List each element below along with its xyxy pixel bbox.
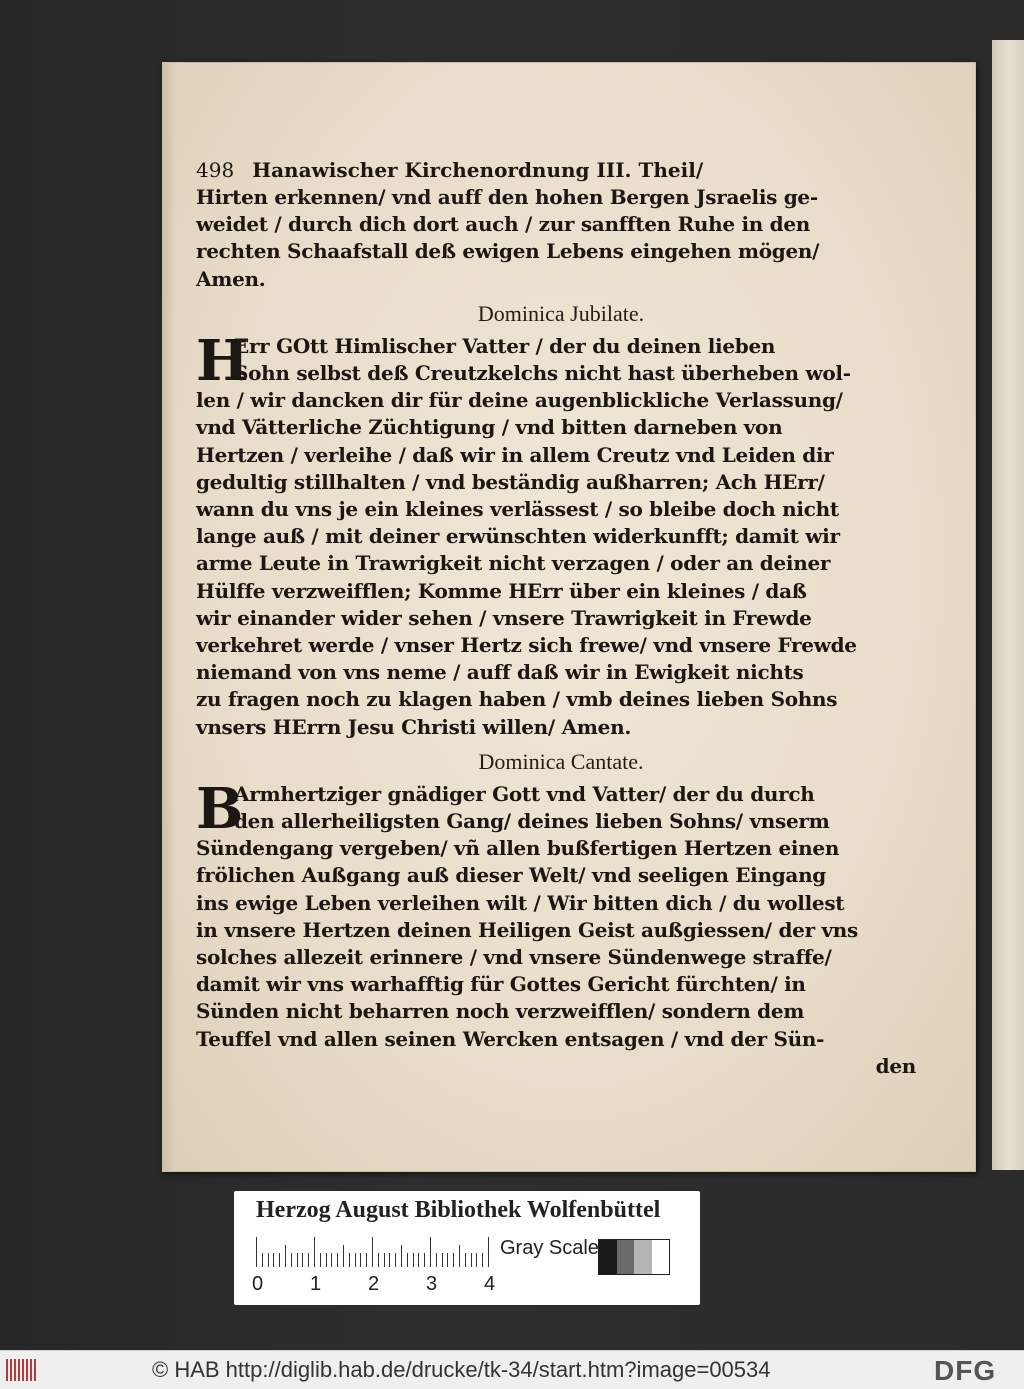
text-line: Sünden nicht beharren noch verzweifflen/ sondern dem xyxy=(196,999,805,1024)
text-line: lange auß / mit deiner erwünschten widerkunfft; damit wir xyxy=(196,524,840,549)
ruler-tick xyxy=(436,1253,437,1267)
ruler-tick xyxy=(424,1253,425,1267)
text-line: niemand von vns neme / auff daß wir in Ewigkeit nichts xyxy=(196,660,804,685)
ruler-tick xyxy=(482,1253,483,1267)
section-title: Dominica Cantate. xyxy=(478,748,644,774)
ruler-tick xyxy=(465,1253,466,1267)
text-line: in vnsere Hertzen deinen Heiligen Geist außgiessen/ der vns xyxy=(196,917,859,942)
ruler-tick xyxy=(407,1253,408,1267)
drop-cap: B xyxy=(196,775,244,842)
ruler-tick xyxy=(372,1237,373,1267)
gray-swatch xyxy=(634,1240,652,1274)
gray-swatch xyxy=(599,1240,617,1274)
ruler-tick xyxy=(273,1253,274,1267)
ruler-tick xyxy=(413,1253,414,1267)
ruler-tick xyxy=(349,1253,350,1267)
text-line: verkehret werde / vnser Hertz sich frewe/ vnd vnsere Frewde xyxy=(196,633,857,658)
gray-scale-label: Gray Scale xyxy=(500,1237,599,1259)
ruler-tick xyxy=(378,1253,379,1267)
ruler-tick xyxy=(459,1245,460,1267)
page-text xyxy=(196,156,926,1080)
ruler-tick xyxy=(355,1253,356,1267)
text-line: damit wir vns warhafftig für Gottes Gericht fürchten/ in xyxy=(196,972,806,997)
text-line: vnd Vätterliche Züchtigung / vnd bitten darneben von xyxy=(196,415,783,440)
ruler-number: 0 xyxy=(252,1273,264,1295)
ruler-tick xyxy=(453,1253,454,1267)
prayer-paragraph xyxy=(196,327,926,741)
copyright-link[interactable]: © HAB http://diglib.hab.de/drucke/tk-34/start.htm?image=00534 xyxy=(152,1357,771,1382)
gray-swatch xyxy=(617,1240,635,1274)
ruler-tick xyxy=(337,1253,338,1267)
text-line: den allerheiligsten Gang/ deines lieben Sohns/ vnserm xyxy=(234,809,830,834)
ruler-tick xyxy=(285,1245,286,1267)
sections xyxy=(196,299,926,1053)
running-header-line xyxy=(196,156,926,184)
footer-bar xyxy=(0,1350,1024,1389)
running-header: Hanawischer Kirchenordnung III. Theil/ xyxy=(252,158,704,182)
text-line: weidet / durch dich dort auch / zur sanfften Ruhe in den xyxy=(196,212,811,237)
adjacent-page-edge xyxy=(992,40,1024,1170)
ruler-number: 4 xyxy=(484,1273,496,1295)
text-line: wann du vns je ein kleines verlässest / so bleibe doch nicht xyxy=(196,497,839,522)
text-line: solches allezeit erinnere / vnd vnsere Sündenwege straffe/ xyxy=(196,945,832,970)
ruler-number: 3 xyxy=(426,1273,438,1295)
catchword: den xyxy=(875,1053,916,1078)
gray-swatch xyxy=(652,1240,670,1274)
section-title: Dominica Jubilate. xyxy=(477,300,645,326)
ruler-number: 2 xyxy=(368,1273,380,1295)
library-color-card xyxy=(234,1191,700,1305)
text-line: Sohn selbst deß Creutzkelchs nicht hast überheben wol- xyxy=(234,361,851,386)
ruler-tick xyxy=(366,1253,367,1267)
library-name: Herzog August Bibliothek Wolfenbüttel xyxy=(256,1197,661,1223)
text-line: Sündengang vergeben/ vñ allen bußfertigen Hertzen einen xyxy=(196,836,840,861)
ruler-tick xyxy=(395,1253,396,1267)
text-line: ins ewige Leben verleihen wilt / Wir bitten dich / du wollest xyxy=(196,890,845,915)
ruler-tick xyxy=(488,1237,489,1267)
text-line: rechten Schaafstall deß ewigen Lebens eingehen mögen/ xyxy=(196,239,820,264)
text-line: Err GOtt Himlischer Vatter / der du deinen lieben xyxy=(234,333,776,358)
ruler-tick xyxy=(262,1253,263,1267)
ruler-tick xyxy=(331,1253,332,1267)
text-line: Hülffe verzweifflen; Komme HErr über ein kleines / daß xyxy=(196,578,807,603)
hab-logo-icon[interactable] xyxy=(6,1359,38,1381)
ruler-tick xyxy=(291,1253,292,1267)
scale-ruler xyxy=(256,1237,492,1267)
ruler-tick xyxy=(418,1253,419,1267)
drop-cap: H xyxy=(196,327,249,394)
text-line: Amen. xyxy=(196,266,266,291)
text-line: zu fragen noch zu klagen haben / vmb deines lieben Sohns xyxy=(196,687,838,712)
ruler-tick xyxy=(308,1253,309,1267)
ruler-tick xyxy=(279,1253,280,1267)
ruler-tick xyxy=(471,1253,472,1267)
prayer-paragraph xyxy=(196,775,926,1053)
ruler-tick xyxy=(442,1253,443,1267)
text-line: Hirten erkennen/ vnd auff den hohen Bergen Jsraelis ge- xyxy=(196,185,818,209)
ruler-tick xyxy=(302,1253,303,1267)
text-line: Teuffel vnd allen seinen Wercken entsagen / vnd der Sün- xyxy=(196,1026,825,1051)
page-number: 498 xyxy=(196,158,235,182)
ruler-tick xyxy=(326,1253,327,1267)
ruler-tick xyxy=(476,1253,477,1267)
text-line: gedultig stillhalten / vnd beständig außharren; Ach HErr/ xyxy=(196,469,825,494)
ruler-number: 1 xyxy=(310,1273,322,1295)
ruler-tick xyxy=(447,1253,448,1267)
ruler-tick xyxy=(314,1237,315,1267)
ruler-tick xyxy=(389,1253,390,1267)
text-line: Hertzen / verleihe / daß wir in allem Creutz vnd Leiden dir xyxy=(196,442,834,467)
text-line: arme Leute in Trawrigkeit nicht verzagen / oder an deiner xyxy=(196,551,831,576)
text-line: wir einander wider sehen / vnsere Trawrigkeit in Frewde xyxy=(196,605,812,630)
text-line: vnsers HErrn Jesu Christi willen/ Amen. xyxy=(196,714,631,739)
text-line: len / wir dancken dir für deine augenblickliche Verlassung/ xyxy=(196,388,843,413)
ruler-tick xyxy=(343,1245,344,1267)
ruler-tick xyxy=(430,1237,431,1267)
dfg-logo[interactable]: DFG xyxy=(934,1355,997,1386)
ruler-tick xyxy=(268,1253,269,1267)
ruler-tick xyxy=(297,1253,298,1267)
text-line: frölichen Außgang auß dieser Welt/ vnd seeligen Eingang xyxy=(196,863,826,888)
text-line: Armhertziger gnädiger Gott vnd Vatter/ der du durch xyxy=(234,781,815,806)
ruler-tick xyxy=(360,1253,361,1267)
ruler-tick xyxy=(401,1245,402,1267)
gray-scale-swatches xyxy=(598,1239,670,1275)
intro-paragraph xyxy=(196,184,926,293)
ruler-tick xyxy=(384,1253,385,1267)
ruler-tick xyxy=(256,1237,257,1267)
ruler-tick xyxy=(320,1253,321,1267)
